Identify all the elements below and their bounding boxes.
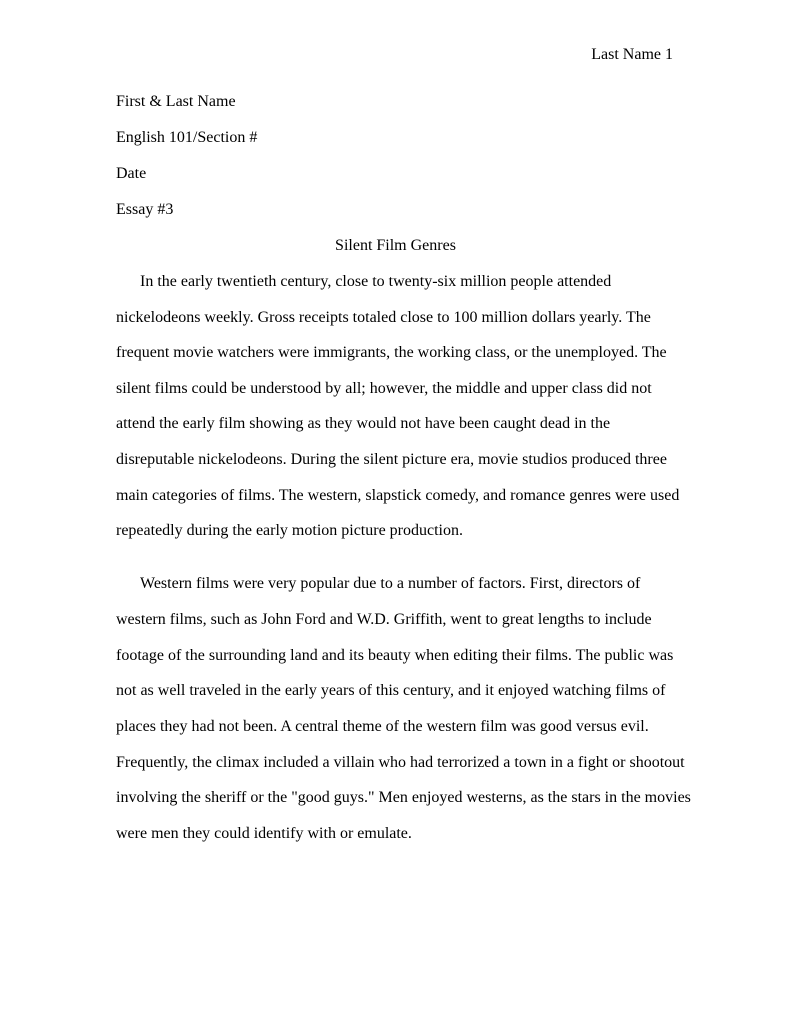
essay-title: Silent Film Genres (335, 237, 456, 254)
paragraph-1-line-3: frequent movie watchers were immigrants, the working class, or the unemployed. The (116, 344, 667, 361)
paragraph-1-line-6: disreputable nickelodeons. During the silent picture era, movie studios produced three (116, 451, 667, 468)
paragraph-2-line-2: western films, such as John Ford and W.D. Griffith, went to great lengths to include (116, 611, 652, 628)
paragraph-1-line-7: main categories of films. The western, slapstick comedy, and romance genres were used (116, 487, 680, 504)
paragraph-1-line-8: repeatedly during the early motion picture production. (116, 522, 463, 539)
paragraph-1-line-2: nickelodeons weekly. Gross receipts totaled close to 100 million dollars yearly. The (116, 309, 651, 326)
paragraph-2-line-6: Frequently, the climax included a villain who had terrorized a town in a fight or shootout (116, 754, 685, 771)
paragraph-1-line-4: silent films could be understood by all; however, the middle and upper class did not (116, 380, 652, 397)
running-head: Last Name 1 (591, 46, 673, 63)
paragraph-1-line-5: attend the early film showing as they would not have been caught dead in the (116, 415, 611, 432)
paragraph-2-line-4: not as well traveled in the early years of this century, and it enjoyed watching films of (116, 682, 666, 699)
paragraph-2-line-7: involving the sheriff or the "good guys." Men enjoyed westerns, as the stars in the movies (116, 789, 691, 806)
paragraph-2-line-5: places they had not been. A central theme of the western film was good versus evil. (116, 718, 649, 735)
paragraph-1-line-1: In the early twentieth century, close to twenty-six million people attended (140, 273, 612, 290)
heading-assignment: Essay #3 (116, 201, 174, 218)
paragraph-2-line-3: footage of the surrounding land and its beauty when editing their films. The public was (116, 647, 674, 664)
heading-name: First & Last Name (116, 93, 236, 110)
heading-course: English 101/Section # (116, 129, 258, 146)
paragraph-2-line-8: were men they could identify with or emulate. (116, 825, 412, 842)
heading-date: Date (116, 165, 147, 182)
paragraph-2-line-1: Western films were very popular due to a number of factors. First, directors of (140, 575, 641, 592)
